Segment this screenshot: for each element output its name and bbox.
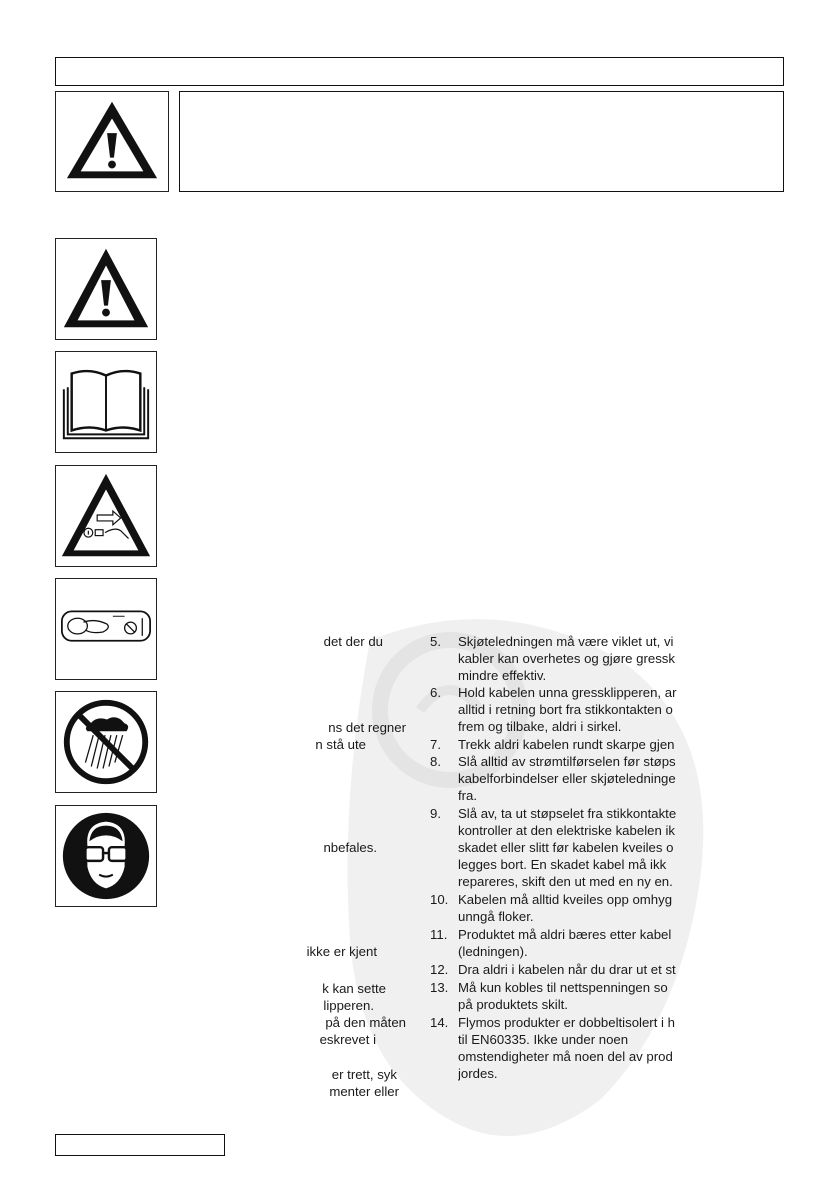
left-text-line: nbefales. bbox=[323, 840, 377, 855]
list-item-line: unngå floker. bbox=[458, 909, 534, 924]
list-item-line: legges bort. En skadet kabel må ikk bbox=[458, 857, 667, 872]
list-item-line: fra. bbox=[458, 788, 478, 803]
list-item-line: Kabelen må alltid kveiles opp omhyg bbox=[458, 892, 673, 907]
list-item-line: Må kun kobles til nettspenningen so bbox=[458, 980, 668, 995]
list-item-line: Dra aldri i kabelen når du drar ut et st bbox=[458, 962, 676, 977]
list-item-line: Skjøteledningen må være viklet ut, vi bbox=[458, 634, 674, 649]
unplug-icon-box bbox=[55, 465, 157, 567]
list-item-number: 11. bbox=[430, 927, 448, 942]
list-item-line: Produktet må aldri bæres etter kabel bbox=[458, 927, 672, 942]
list-item-line: kabler kan overhetes og gjøre gressk bbox=[458, 651, 675, 666]
list-item-line: Slå av, ta ut støpselet fra stikkontakte bbox=[458, 806, 677, 821]
warning-triangle-icon bbox=[56, 92, 168, 191]
list-item-line: Slå alltid av strømtilførselen før støps bbox=[458, 754, 676, 769]
list-item-line: til EN60335. Ikke under noen bbox=[458, 1032, 629, 1047]
unplug-before-maintenance-icon bbox=[56, 466, 156, 566]
list-item-line: repareres, skift den ut med en ny en. bbox=[458, 874, 673, 889]
list-item-line: jordes. bbox=[458, 1066, 498, 1081]
cable-mower-icon-box bbox=[55, 578, 157, 680]
list-item-line: kontroller at den elektriske kabelen ik bbox=[458, 823, 675, 838]
list-item-number: 6. bbox=[430, 685, 441, 700]
list-item-number: 9. bbox=[430, 806, 441, 821]
header-box bbox=[55, 57, 784, 86]
list-item-number: 5. bbox=[430, 634, 441, 649]
list-item-number: 14. bbox=[430, 1015, 449, 1030]
left-text-line: k kan sette bbox=[322, 981, 386, 996]
left-text-line: det der du bbox=[323, 634, 383, 649]
no-rain-icon-box bbox=[55, 691, 157, 793]
list-item-line: Flymos produkter er dobbeltisolert i h bbox=[458, 1015, 675, 1030]
list-item-number: 7. bbox=[430, 737, 441, 752]
left-text-line: eskrevet i bbox=[319, 1032, 376, 1047]
list-item-number: 10. bbox=[430, 892, 449, 907]
eye-protection-icon-box bbox=[55, 805, 157, 907]
cable-clear-of-blades-icon bbox=[56, 579, 156, 679]
list-item-line: på produktets skilt. bbox=[458, 997, 568, 1012]
list-item-number: 13. bbox=[430, 980, 449, 995]
list-item-line: frem og tilbake, aldri i sirkel. bbox=[458, 719, 622, 734]
top-warning-icon-box bbox=[55, 91, 169, 192]
list-item-line: kabelforbindelser eller skjøteledninge bbox=[458, 771, 676, 786]
list-item-number: 8. bbox=[430, 754, 441, 769]
left-text-line: ikke er kjent bbox=[306, 944, 377, 959]
left-text-line: n stå ute bbox=[315, 737, 366, 752]
wear-eye-protection-icon bbox=[56, 806, 156, 906]
left-text-line: menter eller bbox=[329, 1084, 399, 1099]
warning-triangle-icon bbox=[56, 239, 156, 339]
list-item-line: Trekk aldri kabelen rundt skarpe gjen bbox=[458, 737, 675, 752]
read-manual-icon-box bbox=[55, 351, 157, 453]
list-item-line: Hold kabelen unna gressklipperen, ar bbox=[458, 685, 677, 700]
left-text-line: er trett, syk bbox=[331, 1067, 397, 1082]
footer-box bbox=[55, 1134, 225, 1156]
list-item-number: 12. bbox=[430, 962, 449, 977]
warning-text-box bbox=[179, 91, 784, 192]
left-text-line: lipperen. bbox=[323, 998, 374, 1013]
list-item-line: alltid i retning bort fra stikkontakten o bbox=[458, 702, 673, 717]
read-manual-icon bbox=[56, 352, 156, 452]
list-item-line: omstendigheter må noen del av prod bbox=[458, 1049, 673, 1064]
warning-icon-box bbox=[55, 238, 157, 340]
left-text-line: ns det regner bbox=[328, 720, 406, 735]
no-rain-icon bbox=[56, 692, 156, 792]
left-text-line: på den måten bbox=[325, 1015, 406, 1030]
list-item-line: (ledningen). bbox=[458, 944, 528, 959]
list-item-line: mindre effektiv. bbox=[458, 668, 547, 683]
list-item-line: skadet eller slitt før kabelen kveiles o bbox=[458, 840, 674, 855]
